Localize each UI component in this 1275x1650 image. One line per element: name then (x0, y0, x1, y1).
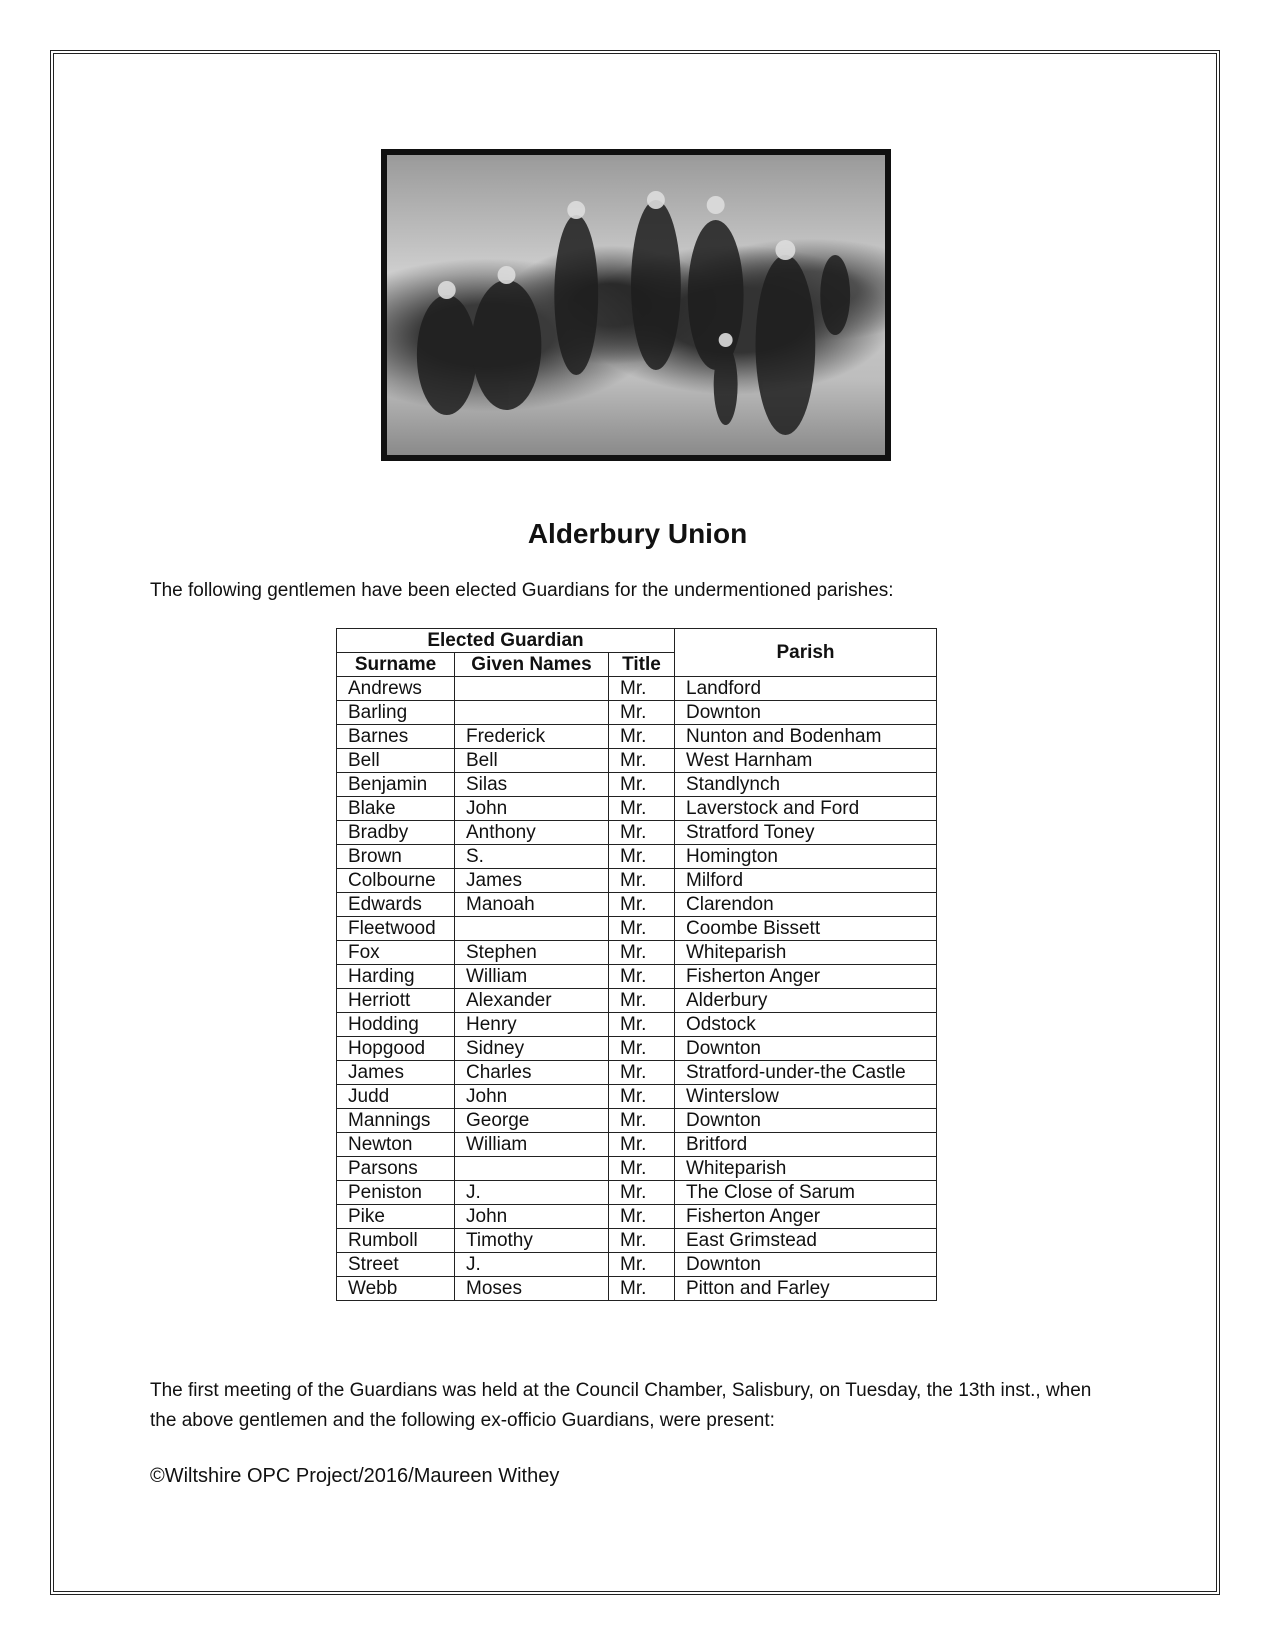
title-cell: Mr. (609, 1109, 675, 1133)
surname-cell: Street (337, 1253, 455, 1277)
table-row (337, 1061, 937, 1085)
surname-cell: Hodding (337, 1013, 455, 1037)
surname-cell: Andrews (337, 677, 455, 701)
parish-cell: Alderbury (675, 989, 937, 1013)
table-row (337, 773, 937, 797)
title-cell: Mr. (609, 749, 675, 773)
table-row (337, 1133, 937, 1157)
parish-cell: Winterslow (675, 1085, 937, 1109)
title-cell: Mr. (609, 677, 675, 701)
surname-cell: Hopgood (337, 1037, 455, 1061)
parish-cell: The Close of Sarum (675, 1181, 937, 1205)
copyright-notice: ©Wiltshire OPC Project/2016/Maureen Withey (150, 1465, 560, 1487)
table-row (337, 1013, 937, 1037)
parish-cell: Fisherton Anger (675, 1205, 937, 1229)
surname-cell: Mannings (337, 1109, 455, 1133)
title-cell: Mr. (609, 821, 675, 845)
given-names-cell: William (455, 965, 609, 989)
header-elected-guardian: Elected Guardian (337, 629, 675, 653)
parish-cell: Milford (675, 869, 937, 893)
title-cell: Mr. (609, 989, 675, 1013)
given-names-cell: Alexander (455, 989, 609, 1013)
header-surname: Surname (337, 653, 455, 677)
table-row (337, 1253, 937, 1277)
table-row (337, 821, 937, 845)
title-cell: Mr. (609, 965, 675, 989)
given-names-cell (455, 701, 609, 725)
given-names-cell: Henry (455, 1013, 609, 1037)
parish-cell: Downton (675, 1253, 937, 1277)
given-names-cell (455, 1157, 609, 1181)
given-names-cell: Timothy (455, 1229, 609, 1253)
surname-cell: Pike (337, 1205, 455, 1229)
title-cell: Mr. (609, 1037, 675, 1061)
parish-cell: Homington (675, 845, 937, 869)
table-row (337, 989, 937, 1013)
given-names-cell: J. (455, 1253, 609, 1277)
parish-cell: Fisherton Anger (675, 965, 937, 989)
parish-cell: Coombe Bissett (675, 917, 937, 941)
surname-cell: Fleetwood (337, 917, 455, 941)
title-cell: Mr. (609, 1253, 675, 1277)
header-title: Title (609, 653, 675, 677)
title-cell: Mr. (609, 1277, 675, 1301)
title-cell: Mr. (609, 725, 675, 749)
surname-cell: Newton (337, 1133, 455, 1157)
surname-cell: James (337, 1061, 455, 1085)
parish-cell: Landford (675, 677, 937, 701)
title-cell: Mr. (609, 1229, 675, 1253)
table-row (337, 1109, 937, 1133)
title-cell: Mr. (609, 1085, 675, 1109)
table-row (337, 1229, 937, 1253)
parish-cell: Clarendon (675, 893, 937, 917)
given-names-cell: James (455, 869, 609, 893)
given-names-cell: Manoah (455, 893, 609, 917)
given-names-cell: Moses (455, 1277, 609, 1301)
parish-cell: Standlynch (675, 773, 937, 797)
surname-cell: Webb (337, 1277, 455, 1301)
table-body (337, 677, 937, 1301)
illustration-image (381, 149, 891, 461)
parish-cell: Nunton and Bodenham (675, 725, 937, 749)
surname-cell: Colbourne (337, 869, 455, 893)
given-names-cell (455, 677, 609, 701)
given-names-cell: Anthony (455, 821, 609, 845)
table-row (337, 749, 937, 773)
surname-cell: Judd (337, 1085, 455, 1109)
title-cell: Mr. (609, 797, 675, 821)
parish-cell: Odstock (675, 1013, 937, 1037)
given-names-cell: Bell (455, 749, 609, 773)
surname-cell: Fox (337, 941, 455, 965)
surname-cell: Herriott (337, 989, 455, 1013)
title-cell: Mr. (609, 845, 675, 869)
table-row (337, 941, 937, 965)
parish-cell: East Grimstead (675, 1229, 937, 1253)
table-row (337, 677, 937, 701)
title-cell: Mr. (609, 1181, 675, 1205)
given-names-cell: Stephen (455, 941, 609, 965)
surname-cell: Parsons (337, 1157, 455, 1181)
table-row (337, 701, 937, 725)
table-row (337, 869, 937, 893)
table-row (337, 1157, 937, 1181)
table-row (337, 917, 937, 941)
parish-cell: West Harnham (675, 749, 937, 773)
parish-cell: Whiteparish (675, 941, 937, 965)
given-names-cell: John (455, 1085, 609, 1109)
surname-cell: Blake (337, 797, 455, 821)
surname-cell: Barling (337, 701, 455, 725)
title-cell: Mr. (609, 1013, 675, 1037)
table-row (337, 1037, 937, 1061)
table-row (337, 1277, 937, 1301)
given-names-cell (455, 917, 609, 941)
header-parish: Parish (675, 629, 937, 677)
table-row (337, 845, 937, 869)
surname-cell: Brown (337, 845, 455, 869)
intro-text: The following gentlemen have been elected Guardians for the undermentioned parishes: (150, 580, 894, 601)
given-names-cell: S. (455, 845, 609, 869)
header-given-names: Given Names (455, 653, 609, 677)
given-names-cell: William (455, 1133, 609, 1157)
title-cell: Mr. (609, 701, 675, 725)
title-cell: Mr. (609, 893, 675, 917)
parish-cell: Pitton and Farley (675, 1277, 937, 1301)
given-names-cell: J. (455, 1181, 609, 1205)
table-row (337, 1085, 937, 1109)
table-row (337, 893, 937, 917)
guardians-table (336, 628, 937, 1301)
title-cell: Mr. (609, 773, 675, 797)
parish-cell: Downton (675, 1037, 937, 1061)
parish-cell: Stratford-under-the Castle (675, 1061, 937, 1085)
surname-cell: Edwards (337, 893, 455, 917)
parish-cell: Stratford Toney (675, 821, 937, 845)
surname-cell: Benjamin (337, 773, 455, 797)
given-names-cell: George (455, 1109, 609, 1133)
table-row (337, 725, 937, 749)
title-cell: Mr. (609, 1133, 675, 1157)
parish-cell: Downton (675, 701, 937, 725)
given-names-cell: Silas (455, 773, 609, 797)
given-names-cell: Frederick (455, 725, 609, 749)
title-cell: Mr. (609, 917, 675, 941)
surname-cell: Rumboll (337, 1229, 455, 1253)
table-row (337, 965, 937, 989)
meeting-paragraph: The first meeting of the Guardians was held at the Council Chamber, Salisbury, on Tuesday, the 13th inst., when the above gentlemen and the following ex-officio Guardians, were present: (150, 1380, 1092, 1431)
surname-cell: Barnes (337, 725, 455, 749)
table-row (337, 797, 937, 821)
title-cell: Mr. (609, 869, 675, 893)
table-row (337, 1181, 937, 1205)
surname-cell: Harding (337, 965, 455, 989)
surname-cell: Peniston (337, 1181, 455, 1205)
given-names-cell: John (455, 797, 609, 821)
given-names-cell: John (455, 1205, 609, 1229)
surname-cell: Bell (337, 749, 455, 773)
surname-cell: Bradby (337, 821, 455, 845)
given-names-cell: Charles (455, 1061, 609, 1085)
illustration-engraving (387, 155, 885, 455)
parish-cell: Britford (675, 1133, 937, 1157)
title-cell: Mr. (609, 1157, 675, 1181)
parish-cell: Laverstock and Ford (675, 797, 937, 821)
given-names-cell: Sidney (455, 1037, 609, 1061)
title-cell: Mr. (609, 1061, 675, 1085)
table-row (337, 1205, 937, 1229)
title-cell: Mr. (609, 1205, 675, 1229)
document-title: Alderbury Union (527, 518, 748, 549)
title-cell: Mr. (609, 941, 675, 965)
parish-cell: Whiteparish (675, 1157, 937, 1181)
parish-cell: Downton (675, 1109, 937, 1133)
